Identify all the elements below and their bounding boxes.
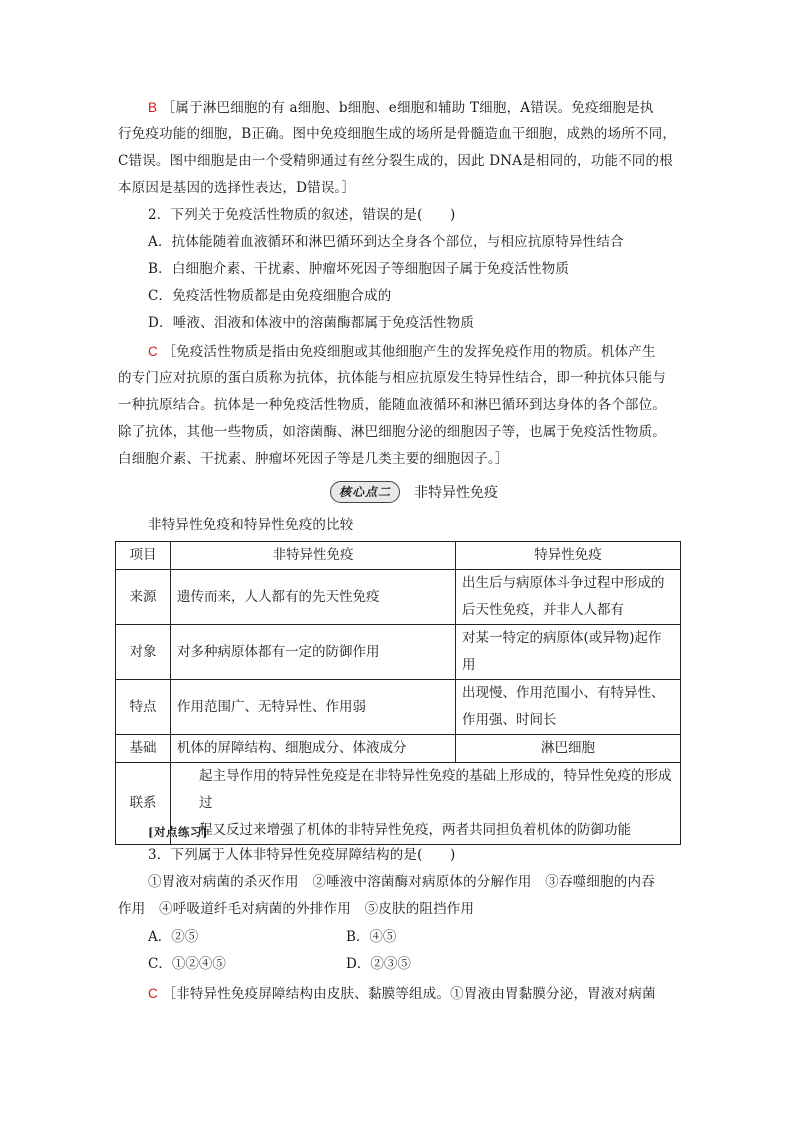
question-3-option-b: B．④⑤ (346, 929, 397, 945)
answer-2-line-4: 除了抗体，其他一些物质，如溶菌酶、淋巴细胞分泌的细胞因子等，也属于免疫活性物质。 (118, 424, 666, 440)
question-3-option-a: A．②⑤ (148, 929, 199, 945)
answer-2-line-3: 一种抗原结合。抗体是一种免疫活性物质，能随血液循环和淋巴循环到达身体的各个部位。 (118, 397, 666, 413)
row-item: 来源 (116, 570, 171, 625)
row-nonspecific: 机体的屏障结构、细胞成分、体液成分 (171, 735, 456, 763)
answer-2-line-1 (148, 338, 656, 366)
link-content (171, 763, 681, 845)
row-nonspecific: 对多种病原体都有一定的防御作用 (171, 625, 456, 680)
question-2-option-a: A．抗体能随着血液循环和淋巴循环到达全身各个部位，与相应抗原特异性结合 (148, 234, 624, 250)
row-nonspecific: 作用范围广、无特异性、作用弱 (171, 680, 456, 735)
table-row (116, 625, 681, 680)
question-2-stem: 2．下列关于免疫活性物质的叙述，错误的是( ) (148, 207, 456, 223)
row-item: 对象 (116, 625, 171, 680)
link-item: 联系 (116, 763, 171, 845)
comparison-table (115, 541, 681, 845)
table-row (116, 680, 681, 735)
row-specific (456, 680, 681, 735)
row-specific-line-1: 出现慢、作用范围小、有特异性、 (462, 685, 665, 701)
answer-1-line-1 (148, 94, 654, 122)
core-point-badge: 核心点二 (330, 481, 400, 503)
row-item: 特点 (116, 680, 171, 735)
answer-text: ［非特异性免疫屏障结构由皮肤、黏膜等组成。①胃液由胃黏膜分泌，胃液对病菌 (162, 986, 656, 1002)
row-specific-line-2: 作用强、时间长 (462, 712, 557, 728)
question-3-line-2: 作用 ④呼吸道纤毛对病菌的外排作用 ⑤皮肤的阻挡作用 (118, 901, 475, 917)
practice-tag: [对点练习] (148, 825, 208, 839)
answer-letter: C (148, 986, 158, 1001)
row-specific-line-2: 后天性免疫，并非人人都有 (462, 602, 624, 618)
answer-1-line-4: 本原因是基因的选择性表达，D错误。］ (118, 180, 356, 196)
answer-1-line-2: 行免疫功能的细胞，B正确。图中免疫细胞生成的场所是骨髓造血干细胞，成熟的场所不同， (118, 126, 677, 142)
table-header-row (116, 542, 681, 570)
row-specific: 淋巴细胞 (456, 735, 681, 763)
row-specific-line-2: 用 (462, 657, 476, 673)
question-3-option-c: C．①②④⑤ (148, 956, 226, 972)
row-nonspecific: 遗传而来，人人都有的先天性免疫 (171, 570, 456, 625)
table-caption: 非特异性免疫和特异性免疫的比较 (148, 517, 354, 533)
question-3-option-d: D．②③⑤ (346, 956, 411, 972)
link-line-1: 起主导作用的特异性免疫是在非特异性免疫的基础上形成的，特异性免疫的形成过 (199, 768, 672, 811)
link-line-2: 程又反过来增强了机体的非特异性免疫，两者共同担负着机体的防御功能 (199, 822, 631, 838)
question-3-line-1: ①胃液对病菌的杀灭作用 ②唾液中溶菌酶对病原体的分解作用 ③吞噬细胞的内吞 (148, 874, 655, 890)
table-row (116, 735, 681, 763)
answer-text: ［属于淋巴细胞的有 a细胞、b细胞、e细胞和辅助 T细胞，A错误。免疫细胞是执 (161, 100, 654, 116)
answer-1-line-3: C错误。图中细胞是由一个受精卵通过有丝分裂生成的，因此 DNA是相同的，功能不同的根 (118, 153, 673, 169)
answer-2-line-2: 的专门应对抗原的蛋白质称为抗体，抗体能与相应抗原发生特异性结合，即一种抗体只能与 (118, 370, 666, 386)
table-row (116, 570, 681, 625)
answer-2-line-5: 白细胞介素、干扰素、肿瘤坏死因子等是几类主要的细胞因子。］ (118, 451, 509, 467)
header-nonspecific: 非特异性免疫 (171, 542, 456, 570)
answer-letter: C (148, 344, 158, 359)
row-specific-line-1: 出生后与病原体斗争过程中形成的 (462, 575, 665, 591)
answer-3-line-1 (148, 980, 656, 1008)
header-specific: 特异性免疫 (456, 542, 681, 570)
row-specific-line-1: 对某一特定的病原体(或异物)起作 (462, 630, 662, 646)
core-point-heading (330, 480, 498, 504)
answer-letter: B (148, 100, 158, 115)
header-item: 项目 (116, 542, 171, 570)
question-2-option-d: D．唾液、泪液和体液中的溶菌酶都属于免疫活性物质 (148, 315, 475, 331)
row-item: 基础 (116, 735, 171, 763)
row-specific (456, 570, 681, 625)
answer-text: ［免疫活性物质是指由免疫细胞或其他细胞产生的发挥免疫作用的物质。机体产生 (162, 344, 656, 360)
question-2-option-b: B．白细胞介素、干扰素、肿瘤坏死因子等细胞因子属于免疫活性物质 (148, 261, 570, 277)
question-2-option-c: C．免疫活性物质都是由免疫细胞合成的 (148, 288, 392, 304)
row-specific (456, 625, 681, 680)
core-point-title: 非特异性免疫 (414, 485, 499, 501)
question-3-stem: 3．下列属于人体非特异性免疫屏障结构的是( ) (148, 847, 456, 863)
